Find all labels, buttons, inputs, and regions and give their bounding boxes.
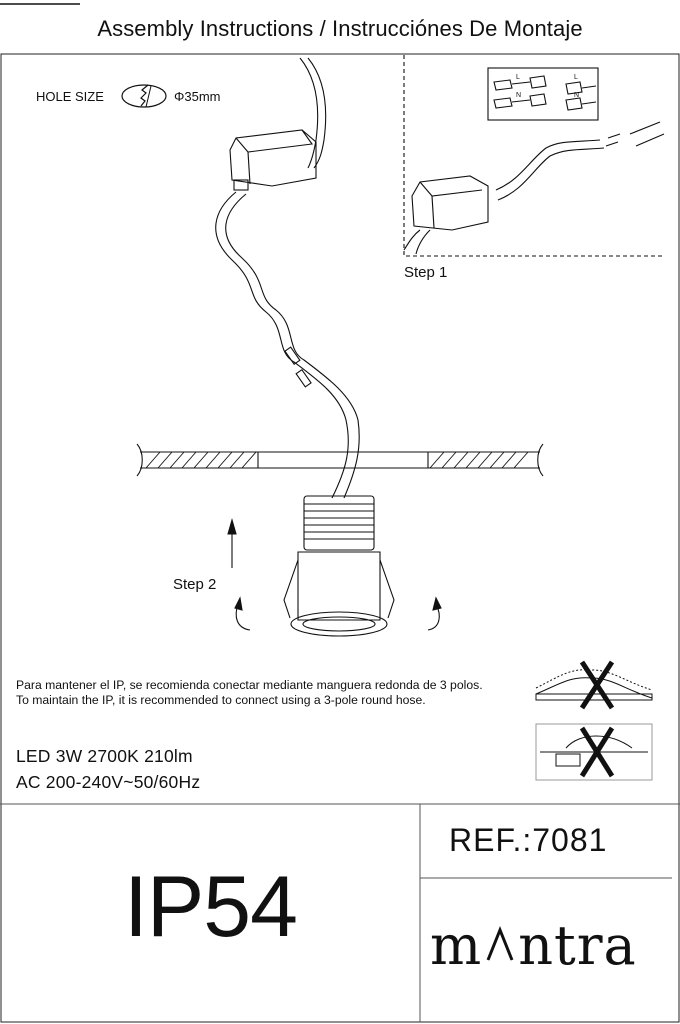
wire-label-n-right: N <box>574 92 580 99</box>
note-spanish: Para mantener el IP, se recomienda conectar mediante manguera redonda de 3 polos. <box>16 678 483 692</box>
step-2-label: Step 2 <box>173 576 217 593</box>
wire-label-n-left: N <box>516 92 522 99</box>
led-spec: LED 3W 2700K 210lm <box>16 746 193 766</box>
brand-logo-part1: m <box>430 914 483 977</box>
wire-label-l-right: L <box>574 74 578 81</box>
note-english: To maintain the IP, it is recommended to connect using a 3-pole round hose. <box>16 693 426 707</box>
brand-logo <box>430 914 637 977</box>
page-title: Assembly Instructions / Instrucciónes De Montaje <box>97 16 583 41</box>
ip-rating: IP54 <box>124 859 297 955</box>
hole-size-label: HOLE SIZE <box>36 89 104 104</box>
hole-size-value: Φ35mm <box>174 89 221 104</box>
brand-logo-part2: ntra <box>518 914 637 977</box>
step-1-label: Step 1 <box>404 264 448 281</box>
power-spec: AC 200-240V~50/60Hz <box>16 772 201 792</box>
brand-logo-a-mark <box>482 914 518 977</box>
wire-label-l-left: L <box>516 74 520 81</box>
reference-number: REF.:7081 <box>449 822 608 858</box>
